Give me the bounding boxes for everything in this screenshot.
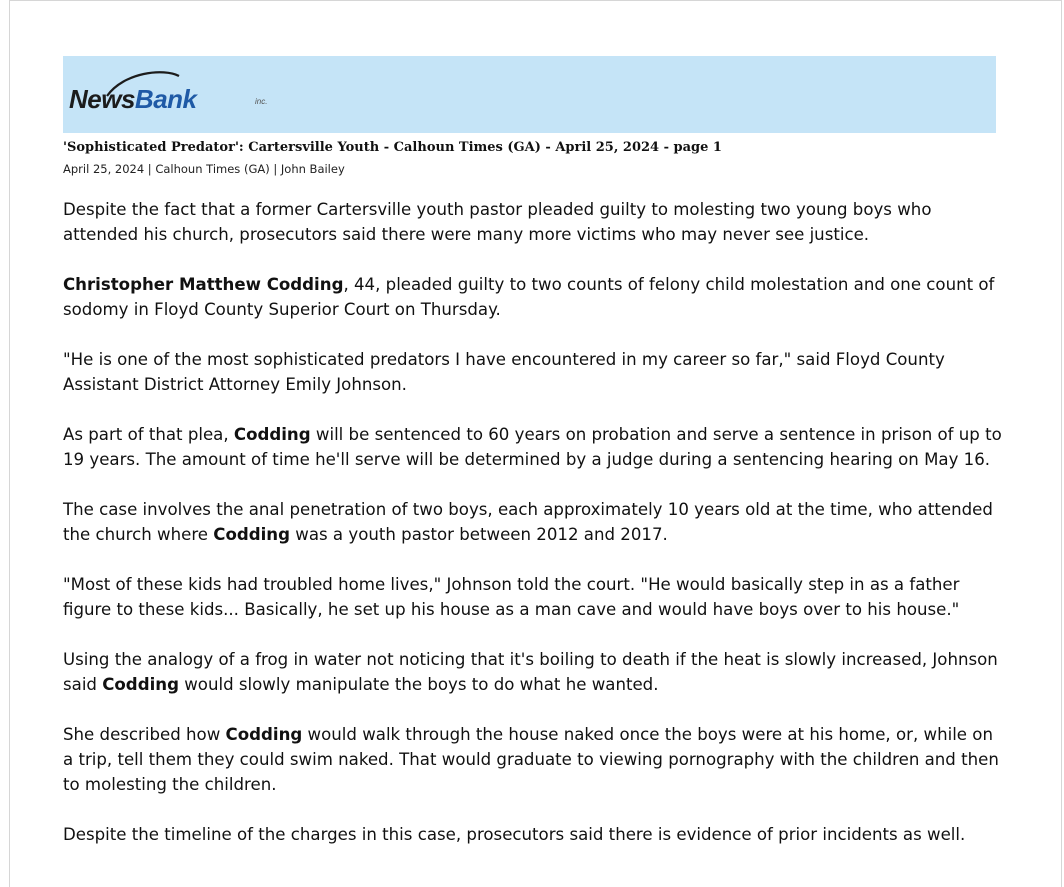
name-highlight: Codding [225,725,303,744]
name-highlight: Codding [233,425,311,444]
paragraph-9: Despite the timeline of the charges in this case, prosecutors said there is evidence of prior incidents as well. [63,825,966,844]
newsbank-banner [63,56,996,133]
paragraph-4-text-a: As part of that plea, [63,425,234,444]
logo-wordmark [69,84,197,115]
logo-inc-text: inc. [255,97,268,106]
paragraph-5 [63,497,1003,547]
paragraph-7-text-a: Using the analogy of a frog in water not noticing that it's boiling to death if the heat is slowly increased, Johnson said [63,650,998,694]
article-headline: 'Sophisticated Predator': Cartersville Youth - Calhoun Times (GA) - April 25, 2024 - page 1 [63,140,722,155]
name-highlight: Codding [102,675,179,694]
paragraph-5-text-b: was a youth pastor between 2012 and 2017. [290,525,668,544]
paragraph-7-text-b: would slowly manipulate the boys to do what he wanted. [178,675,659,694]
paragraph-4-text-b: will be sentenced to 60 years on probation and serve a sentence in prison of up to 19 years. The amount of time he'll serve will be determined by a judge during a sentencing hearing on May 16. [63,425,1002,469]
paragraph-2 [63,272,1003,322]
paragraph-8-text-a: She described how [63,725,226,744]
defendant-name: Christopher Matthew Codding [63,275,344,294]
logo-bank-text: Bank [134,84,197,114]
newsbank-logo [69,64,284,126]
paragraph-2-text: , 44, pleaded guilty to two counts of felony child molestation and one count of sodomy in Floyd County Superior Court on Thursday. [63,275,995,319]
paragraph-8 [63,722,1003,797]
article-body [63,197,1003,872]
name-highlight: Codding [213,525,290,544]
paragraph-8-text-b: would walk through the house naked once the boys were at his home, or, while on a trip, tell them they could swim naked. That would graduate to viewing pornography with the children and then to molesting the children. [63,725,999,794]
logo-news-text: News [69,84,135,114]
paragraph-3: "He is one of the most sophisticated predators I have encountered in my career so far," said Floyd County Assistant District Attorney Emily Johnson. [63,350,945,394]
paragraph-1: Despite the fact that a former Cartersville youth pastor pleaded guilty to molesting two young boys who attended his church, prosecutors said there were many more victims who may never see justice. [63,200,932,244]
article-byline: April 25, 2024 | Calhoun Times (GA) | John Bailey [63,162,345,176]
paragraph-7 [63,647,1003,697]
paragraph-5-text-a: The case involves the anal penetration of two boys, each approximately 10 years old at the time, who attended the church where [63,500,993,544]
paragraph-6: "Most of these kids had troubled home lives," Johnson told the court. "He would basically step in as a father figure to these kids... Basically, he set up his house as a man cave and would have boys over to his house." [63,575,960,619]
paragraph-4 [63,422,1003,472]
